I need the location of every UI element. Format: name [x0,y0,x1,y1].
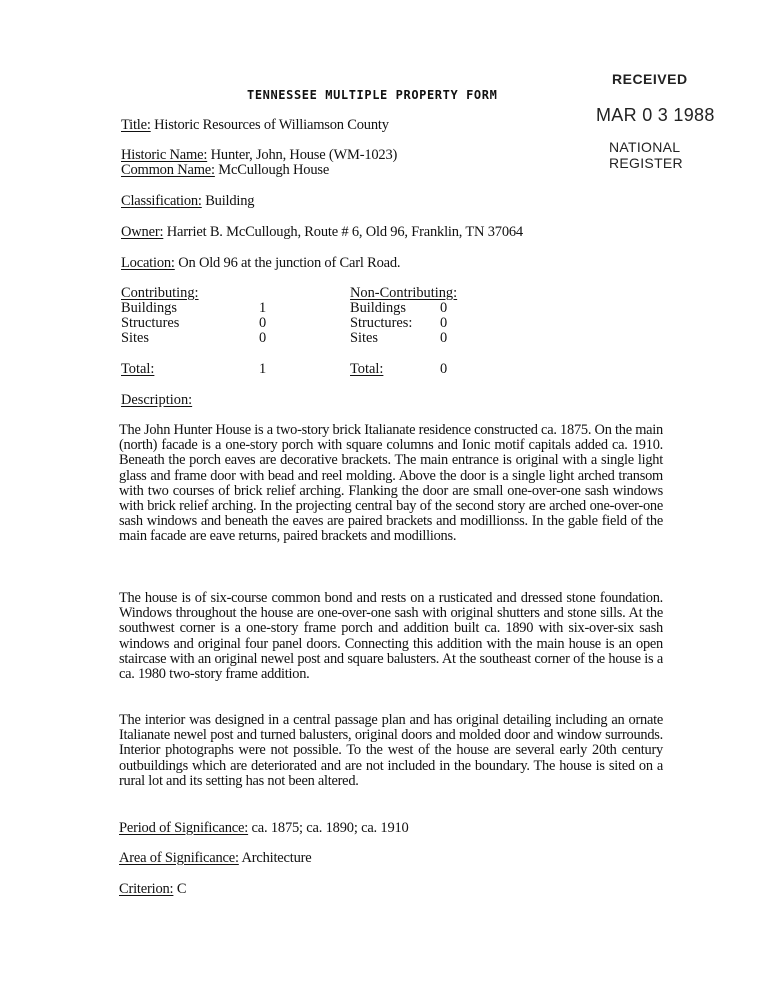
historic-name-line [121,148,397,163]
owner-label: Owner: [121,224,164,240]
non-contributing-total-value: 0 [440,361,448,377]
owner-line [121,225,523,240]
received-date: MAR 0 3 1988 [596,105,715,125]
location-line [121,256,400,271]
area-label: Area of Significance: [119,850,239,866]
area-value: Architecture [241,850,312,866]
non-contributing-label-structures: Structures: [350,315,413,331]
period-line [119,821,409,836]
contributing-value-structures: 0 [259,315,267,331]
stamp-national: NATIONAL [609,139,681,155]
common-name-line [121,163,329,178]
location-label: Location: [121,255,175,271]
area-line [119,851,312,866]
historic-name-value: Hunter, John, House (WM-1023) [210,147,398,163]
contributing-value-sites: 0 [259,330,267,346]
contributing-label-buildings: Buildings [121,300,177,316]
criterion-label: Criterion: [119,881,174,897]
classification-label: Classification: [121,193,202,209]
received-stamp: RECEIVED [612,71,688,87]
contributing-total-value: 1 [259,361,267,377]
location-value: On Old 96 at the junction of Carl Road. [178,255,401,271]
form-title: TENNESSEE MULTIPLE PROPERTY FORM [247,88,498,102]
stamp-register: REGISTER [609,155,683,171]
description-label: Description: [121,392,193,408]
title-line [121,118,389,133]
contributing-label-sites: Sites [121,330,149,346]
period-label: Period of Significance: [119,820,249,836]
period-value: ca. 1875; ca. 1890; ca. 1910 [251,820,409,836]
contributing-total-label: Total: [121,361,155,377]
title-label: Title: [121,117,151,133]
non-contributing-value-structures: 0 [440,315,448,331]
owner-value: Harriet B. McCullough, Route # 6, Old 96, Franklin, TN 37064 [166,224,523,240]
description-paragraph-3: The interior was designed in a central passage plan and has original detailing including an ornate Italianate newel post and turned balusters, original doors and molded door and window surrounds. Interior photographs were not possible. To the west of the house are several early 20th century outbuildings which are deteriorated and are not included in the boundary. The house is sited on a rural lot and its setting has not been altered. [119,712,663,789]
non-contributing-label-sites: Sites [350,330,378,346]
classification-line [121,194,254,209]
criterion-line [119,882,186,897]
contributing-label-structures: Structures [121,315,180,331]
contributing-heading: Contributing: [121,285,199,301]
criterion-value: C [176,881,187,897]
common-name-value: McCullough House [218,162,330,178]
description-paragraph-1: The John Hunter House is a two-story brick Italianate residence constructed ca. 1875. On the main (north) facade is a one-story porch with square columns and Ionic motif capitals added ca. 1910. Beneath the porch eaves are decorative brackets. The main entrance is original with a single light glass and frame door with bead and reel molding. Above the door is a single light arched transom with two courses of brick relief arching. Flanking the door are small one-over-one sash windows with brick relief arching. In the projecting central bay of the second story are arched one-over-one sash windows and beneath the eaves are paired brackets and modillionss. In the gable field of the main facade are eave returns, paired brackets and modillions. [119,422,663,545]
non-contributing-value-buildings: 0 [440,300,448,316]
non-contributing-total-label: Total: [350,361,384,377]
contributing-value-buildings: 1 [259,300,267,316]
description-paragraph-2: The house is of six-course common bond and rests on a rusticated and dressed stone foundation. Windows throughout the house are one-over-one sash with original shutters and stone sills. At the southwest corner is a one-story frame porch and addition built ca. 1890 with six-over-six sash windows and original four panel doors. Connecting this addition with the main house is an open staircase with an original newel post and square balusters. At the southeast corner of the house is a ca. 1980 two-story frame addition. [119,590,663,683]
common-name-label: Common Name: [121,162,215,178]
non-contributing-heading: Non-Contributing: [350,285,458,301]
non-contributing-value-sites: 0 [440,330,448,346]
non-contributing-label-buildings: Buildings [350,300,406,316]
classification-value: Building [205,193,255,209]
historic-name-label: Historic Name: [121,147,208,163]
title-value: Historic Resources of Williamson County [154,117,389,133]
